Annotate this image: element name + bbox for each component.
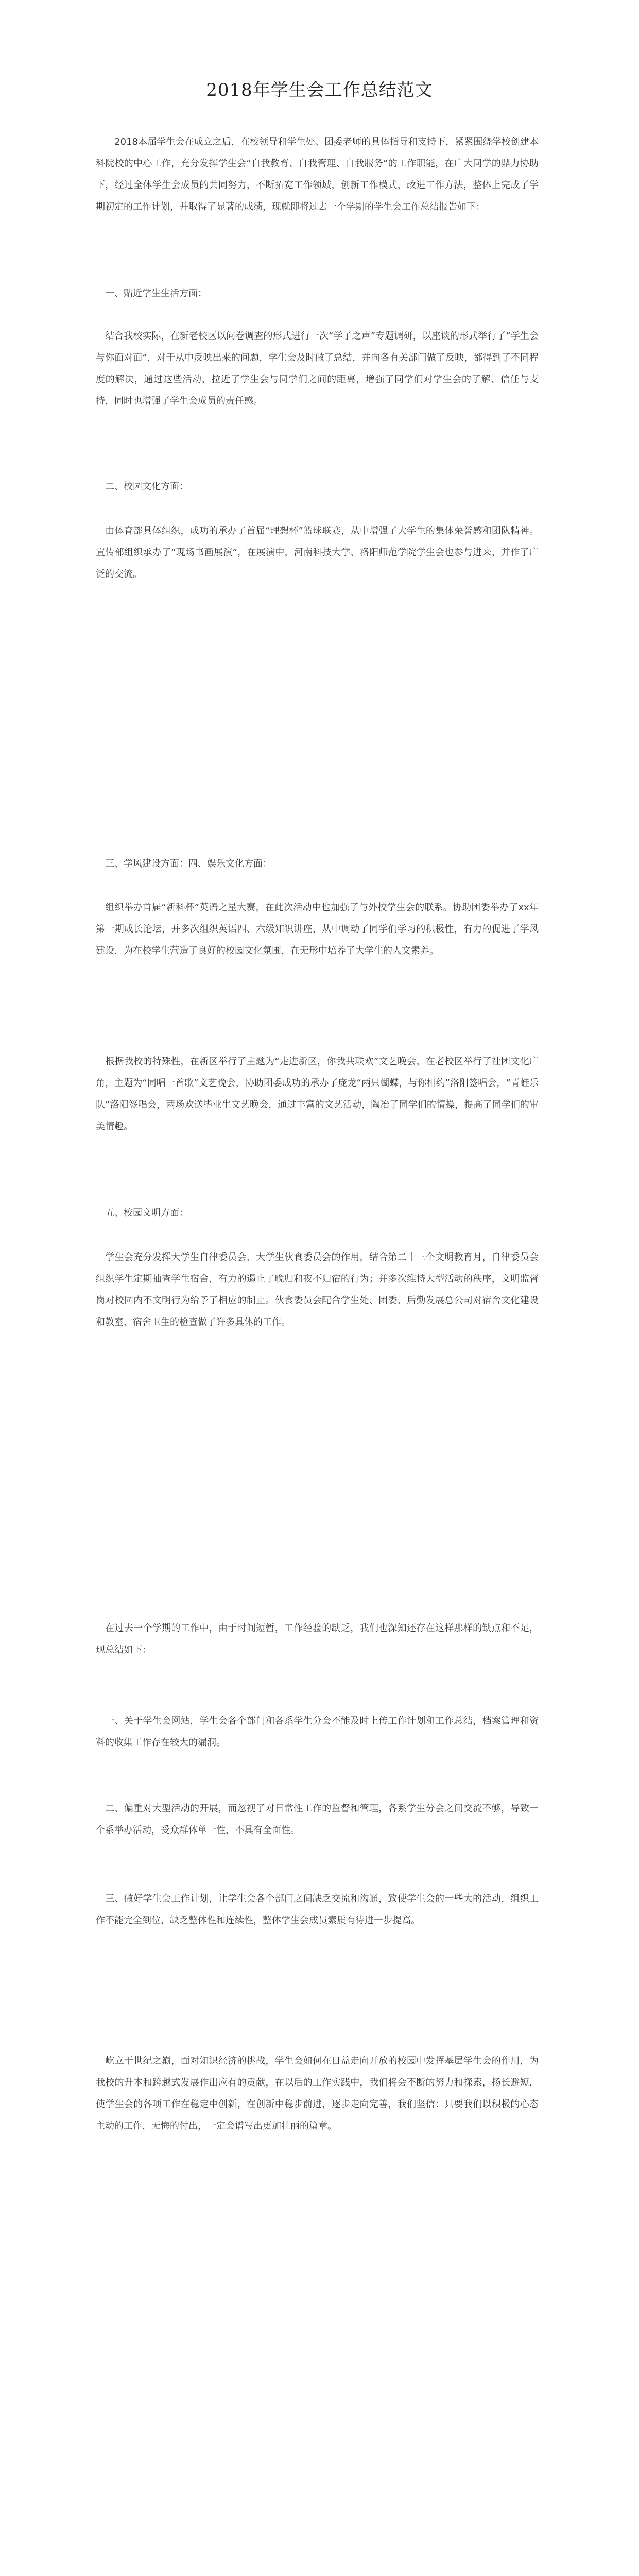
section-heading-1: 一、贴近学生生活方面： bbox=[96, 288, 207, 299]
shortcoming-1-paragraph: 一、关于学生会网站，学生会各个部门和各系学生分会不能及时上传工作计划和工作总结，档案管理和资料的收集工作存在较大的漏洞。 bbox=[96, 1716, 539, 1748]
section-heading-3: 三、学风建设方面：四、娱乐文化方面： bbox=[96, 858, 272, 869]
shortcomings-intro-paragraph: 在过去一个学期的工作中，由于时间短暂，工作经验的缺乏，我们也深知还存在这样那样的缺点和不足，现总结如下： bbox=[96, 1623, 539, 1655]
document-title: 2018年学生会工作总结范文 bbox=[206, 80, 433, 100]
section-3-paragraph: 组织举办首届“新科杯”英语之星大赛，在此次活动中也加强了与外校学生会的联系。协助团委举办了xx年第一期成长论坛，并多次组织英语四、六级知识讲座，从中调动了同学们学习的积极性，有力的促进了学风建设，为在校学生营造了良好的校园文化氛围，在无形中培养了大学生的人文素养。 bbox=[96, 902, 539, 956]
shortcoming-3-paragraph: 三、做好学生会工作计划，让学生会各个部门之间缺乏交流和沟通，致使学生会的一些大的活动，组织工作不能完全到位，缺乏整体性和连续性，整体学生会成员素质有待进一步提高。 bbox=[96, 1893, 539, 1926]
section-heading-2: 二、校园文化方面： bbox=[96, 481, 188, 492]
section-5-paragraph: 学生会充分发挥大学生自律委员会、大学生伙食委员会的作用，结合第二十三个文明教育月，自律委员会组织学生定期抽查学生宿舍，有力的遏止了晚归和夜不归宿的行为；并多次维持大型活动的秩序，文明监督岗对校园内不文明行为给予了相应的制止。伙食委员会配合学生处、团委、后勤发展总公司对宿舍文化建设和教室、宿舍卫生的检查做了许多具体的工作。 bbox=[96, 1252, 539, 1328]
section-1-paragraph: 结合我校实际，在新老校区以问卷调查的形式进行一次“学子之声”专题调研，以座谈的形式举行了“学生会与你面对面”，对于从中反映出来的问题，学生会及时做了总结，并向各有关部门做了反映，都得到了不同程度的解决，通过这些活动，拉近了学生会与同学们之间的距离，增强了同学们对学生会的了解、信任与支持，同时也增强了学生会成员的责任感。 bbox=[96, 331, 539, 406]
shortcoming-2-paragraph: 二、偏重对大型活动的开展，而忽视了对日常性工作的监督和管理，各系学生分会之间交流不够，导致一个系举办活动，受众群体单一性，不具有全面性。 bbox=[96, 1803, 539, 1836]
intro-paragraph: 2018本届学生会在成立之后，在校领导和学生处、团委老师的具体指导和支持下，紧紧围绕学校创建本科院校的中心工作，充分发挥学生会“自我教育、自我管理、自我服务”的工作职能，在广大同学的鼎力协助下，经过全体学生会成员的共同努力，不断拓宽工作领域，创新工作模式，改进工作方法，整体上完成了学期初定的工作计划，并取得了显著的成绩，现就即将过去一个学期的学生会工作总结报告如下： bbox=[96, 137, 539, 212]
section-2-paragraph: 由体育部具体组织，成功的承办了首届“理想杯”篮球联赛，从中增强了大学生的集体荣誉感和团队精神。宣传部组织承办了“现场书画展演”，在展演中，河南科技大学、洛阳师范学院学生会也参与进来，并作了广泛的交流。 bbox=[96, 526, 539, 580]
section-4-paragraph: 根据我校的特殊性，在新区举行了主题为“走进新区，你我共联欢”文艺晚会，在老校区举行了社团文化广角，主题为“同唱一首歌”文艺晚会，协助团委成功的承办了庞龙“两只蝴蝶，与你相约”洛阳签唱会，“青蛙乐队”洛阳签唱会，两场欢送毕业生文艺晚会，通过丰富的文艺活动，陶冶了同学们的情操，提高了同学们的审美情趣。 bbox=[96, 1056, 539, 1132]
conclusion-paragraph: 屹立于世纪之巅，面对知识经济的挑战，学生会如何在日益走向开放的校园中发挥基层学生会的作用，为我校的升本和跨越式发展作出应有的贡献，在以后的工作实践中，我们将会不断的努力和探索，扬长避短，使学生会的各项工作在稳定中创新，在创新中稳步前进，逐步走向完善，我们坚信：只要我们以积极的心态主动的工作，无悔的付出，一定会谱写出更加壮丽的篇章。 bbox=[96, 2056, 539, 2131]
section-heading-5: 五、校园文明方面： bbox=[96, 1208, 188, 1218]
